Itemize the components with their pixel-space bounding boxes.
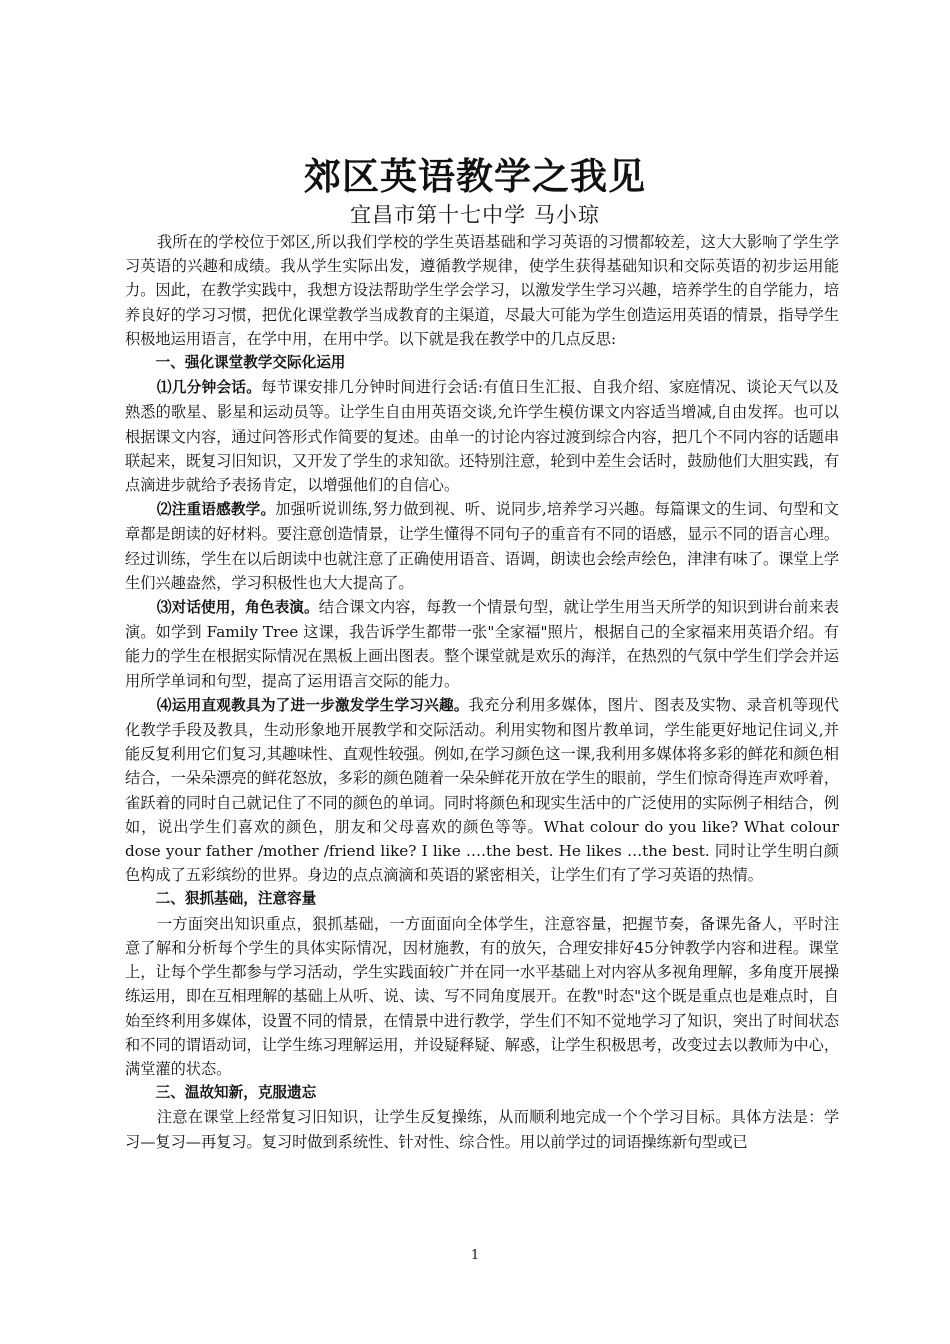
section-1-item-1: [125, 375, 839, 497]
item-3-lead: ⑶对话使用，角色表演。: [156, 599, 319, 617]
item-3-text: 结合课文内容，每教一个情景句型，就让学生用当天所学的知识到讲台前来表演。如学到 Family Tree 这课，我告诉学生都带一张"全家福"照片，根据自己的全家福来用英语介绍。有能力的学生在根据实际情况在黑板上画出图表。整个课堂就是欢乐的海洋，在热烈的气氛中学生们学会并运用所学单词和句型，提高了运用语言交际的能力。: [125, 598, 839, 690]
item-1-lead: ⑴几分钟会话。: [156, 379, 262, 397]
item-4-lead: ⑷运用直观教具为了进一步激发学生学习兴趣。: [156, 696, 469, 714]
document-body: [125, 230, 839, 1154]
section-2-paragraph: 一方面突出知识重点，狠抓基础，一方面面向全体学生，注意容量，把握节奏，备课先备人，平时注意了解和分析每个学生的具体实际情况，因材施教，有的放矢，合理安排好45分钟教学内容和进程。课堂上，让每个学生都参与学习活动，学生实践面较广并在同一水平基础上对内容从多视角理解，多角度开展操练运用，即在互相理解的基础上从听、说、读、写不同角度展开。在教"时态"这个既是重点也是难点时，自始至终利用多媒体，设置不同的情景，在情景中进行教学，学生们不知不觉地学习了知识，突出了时间状态和不同的谓语动词，让学生练习理解运用，并设疑释疑、解惑，让学生积极思考，改变过去以教师为中心，满堂灌的状态。: [125, 914, 839, 1078]
section-2-heading: 二、狠抓基础，注意容量: [155, 890, 317, 908]
section-1-item-2: [125, 497, 839, 595]
section-1-item-3: [125, 595, 839, 693]
intro-paragraph: 我所在的学校位于郊区,所以我们学校的学生英语基础和学习英语的习惯都较差，这大大影响了学生学习英语的兴趣和成绩。我从学生实际出发，遵循教学规律，使学生获得基础知识和交际英语的初步运用能力。因此，在教学实践中，我想方设法帮助学生学会学习，以激发学生学习兴趣，培养学生的自学能力，培养良好的学习习惯，把优化课堂教学当成教育的主渠道，尽最大可能为学生创造运用英语的情景，指导学生积极地运用语言，在学中用，在用中学。以下就是我在教学中的几点反思:: [125, 233, 839, 348]
item-1-text: 每节课安排几分钟时间进行会话:有值日生汇报、自我介绍、家庭情况、谈论天气以及熟悉的歌星、影星和运动员等。让学生自由用英语交谈,允许学生模仿课文内容适当增减,自由发挥。也可以根据课文内容，通过问答形式作简要的复述。由单一的讨论内容过渡到综合内容，把几个不同内容的话题串联起来，既复习旧知识，又开发了学生的求知欲。还特别注意，轮到中差生会话时，鼓励他们大胆实践，有点滴进步就给予表扬肯定，以增强他们的自信心。: [125, 378, 839, 495]
page-number: 1: [470, 1248, 480, 1263]
section-1-item-4: [125, 693, 839, 888]
item-4-text: 我充分利用多媒体，图片、图表及实物、录音机等现代化教学手段及教具，生动形象地开展教学和交际活动。利用实物和图片教单词，学生能更好地记住词义,并能反复利用它们复习,其趣味性、直观性较强。例如,在学习颜色这一课,我利用多媒体将多彩的鲜花和颜色相结合，一朵朵漂亮的鲜花怒放，多彩的颜色随着一朵朵鲜花开放在学生的眼前，学生们惊奇得连声欢呼着，雀跃着的同时自己就记住了不同的颜色的单词。同时将颜色和现实生活中的广泛使用的实际例子相结合，例如，说出学生们喜欢的颜色，朋友和父母喜欢的颜色等等。What colour do you like? What colour dose your father /mother /friend like? I like ….the best. He likes …the best. 同时让学生明白颜色构成了五彩缤纷的世界。身边的点点滴滴和英语的紧密相关，让学生们有了学习英语的热情。: [125, 695, 839, 885]
section-1-heading: 一、强化课堂教学交际化运用: [155, 354, 346, 372]
section-3-paragraph: 注意在课堂上经常复习旧知识，让学生反复操练，从而顺利地完成一个个学习目标。具体方法是：学习—复习—再复习。复习时做到系统性、针对性、综合性。用以前学过的词语操练新句型或已: [125, 1108, 839, 1151]
author-line: 宜昌市第十七中学 马小琼: [350, 203, 600, 227]
document-title: 郊区英语教学之我见: [304, 155, 646, 198]
item-2-text: 加强听说训练,努力做到视、听、说同步,培养学习兴趣。每篇课文的生词、句型和文章都是朗读的好材料。要注意创造情景，让学生懂得不同句子的重音有不同的语感，显示不同的语言心理。经过训练，学生在以后朗读中也就注意了正确使用语音、语调，朗读也会绘声绘色，津津有味了。课堂上学生们兴趣盎然，学习积极性也大大提高了。: [125, 500, 839, 592]
item-2-lead: ⑵注重语感教学。: [156, 501, 276, 519]
section-3-heading: 三、温故知新，克服遗忘: [155, 1084, 317, 1102]
